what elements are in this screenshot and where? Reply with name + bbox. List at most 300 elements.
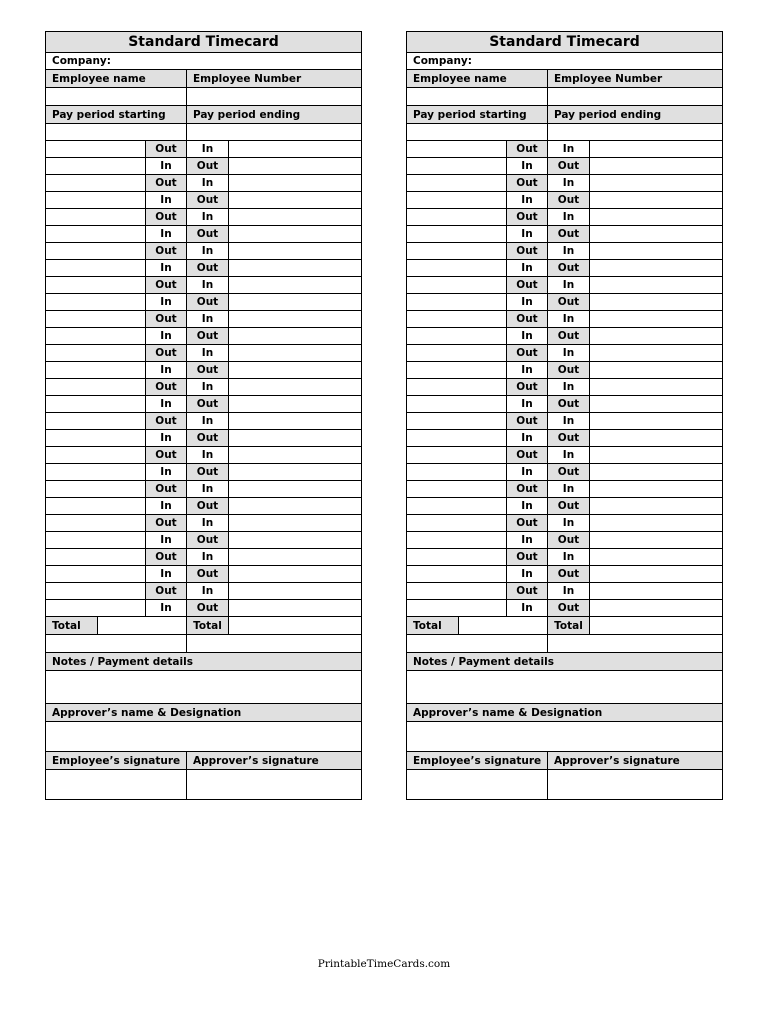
employee-name-field[interactable] <box>46 88 187 105</box>
total-field-right[interactable] <box>590 617 722 634</box>
timecard-right <box>406 31 723 800</box>
total-field-right[interactable] <box>229 617 361 634</box>
hours-field[interactable] <box>590 226 722 242</box>
approver-signature-field[interactable] <box>187 770 361 799</box>
company-row <box>45 53 362 70</box>
punch-label-b: In <box>548 243 590 259</box>
hours-field[interactable] <box>229 413 361 429</box>
date-field[interactable] <box>46 481 146 497</box>
punch-label-b: In <box>187 345 229 361</box>
punch-label-b: Out <box>187 600 229 616</box>
punch-label-a: Out <box>507 447 548 463</box>
approver-field-row <box>45 722 362 752</box>
punch-label-b: In <box>548 277 590 293</box>
date-field[interactable] <box>407 243 507 259</box>
approver-field-row <box>406 722 723 752</box>
time-row <box>45 141 362 158</box>
date-field[interactable] <box>46 413 146 429</box>
signature-header-row <box>45 752 362 770</box>
hours-field[interactable] <box>590 396 722 412</box>
hours-field[interactable] <box>229 226 361 242</box>
time-row <box>45 328 362 345</box>
date-field[interactable] <box>407 294 507 310</box>
hours-field[interactable] <box>229 328 361 344</box>
hours-field[interactable] <box>229 481 361 497</box>
hours-field[interactable] <box>590 260 722 276</box>
time-row <box>406 277 723 294</box>
total-label-right: Total <box>187 617 229 634</box>
punch-label-a: Out <box>507 549 548 565</box>
pay-period-end-label: Pay period ending <box>193 108 301 121</box>
date-field[interactable] <box>46 583 146 599</box>
punch-label-b: Out <box>548 430 590 446</box>
date-field[interactable] <box>46 600 146 616</box>
hours-field[interactable] <box>229 209 361 225</box>
hours-field[interactable] <box>229 311 361 327</box>
punch-label-b: Out <box>187 362 229 378</box>
total-extra-field-right[interactable] <box>548 635 722 652</box>
date-field[interactable] <box>46 515 146 531</box>
employee-number-field[interactable] <box>548 88 722 105</box>
punch-label-a: In <box>146 158 187 174</box>
date-field[interactable] <box>407 158 507 174</box>
hours-field[interactable] <box>229 583 361 599</box>
punch-label-a: Out <box>507 175 548 191</box>
employee-header-row <box>45 70 362 88</box>
pay-period-start-label: Pay period starting <box>407 106 548 123</box>
punch-label-b: Out <box>187 260 229 276</box>
hours-field[interactable] <box>229 379 361 395</box>
hours-field[interactable] <box>590 600 722 616</box>
punch-label-b: Out <box>187 464 229 480</box>
approver-name-label: Approver’s name & Designation <box>413 706 603 719</box>
punch-label-b: Out <box>187 294 229 310</box>
hours-field[interactable] <box>229 566 361 582</box>
date-field[interactable] <box>407 396 507 412</box>
time-row <box>406 566 723 583</box>
time-row <box>406 328 723 345</box>
hours-field[interactable] <box>229 158 361 174</box>
time-row <box>406 345 723 362</box>
time-row <box>45 413 362 430</box>
time-row <box>406 600 723 617</box>
punch-label-a: In <box>507 566 548 582</box>
total-extra-field-right[interactable] <box>187 635 361 652</box>
date-field[interactable] <box>407 345 507 361</box>
hours-field[interactable] <box>229 549 361 565</box>
hours-field[interactable] <box>590 481 722 497</box>
punch-label-b: Out <box>187 396 229 412</box>
date-field[interactable] <box>407 209 507 225</box>
date-field[interactable] <box>46 141 146 157</box>
time-row <box>45 464 362 481</box>
punch-label-a: In <box>507 362 548 378</box>
hours-field[interactable] <box>590 515 722 531</box>
date-field[interactable] <box>46 362 146 378</box>
pay-period-header-row <box>45 106 362 124</box>
date-field[interactable] <box>407 328 507 344</box>
punch-label-a: In <box>507 498 548 514</box>
hours-field[interactable] <box>590 158 722 174</box>
time-row <box>45 226 362 243</box>
date-field[interactable] <box>407 447 507 463</box>
date-field[interactable] <box>46 396 146 412</box>
date-field[interactable] <box>46 430 146 446</box>
hours-field[interactable] <box>229 192 361 208</box>
time-row <box>406 175 723 192</box>
timecard-title-row <box>45 31 362 53</box>
date-field[interactable] <box>407 498 507 514</box>
total-extra-field-left[interactable] <box>46 635 187 652</box>
hours-field[interactable] <box>590 209 722 225</box>
employee-name-label: Employee name <box>46 70 187 87</box>
punch-label-b: Out <box>187 566 229 582</box>
punch-label-a: In <box>507 294 548 310</box>
date-field[interactable] <box>407 362 507 378</box>
punch-label-a: Out <box>146 243 187 259</box>
approver-name-field[interactable] <box>407 722 722 751</box>
hours-field[interactable] <box>229 345 361 361</box>
date-field[interactable] <box>46 328 146 344</box>
company-label: Company: <box>413 55 472 67</box>
notes-header-row <box>406 653 723 671</box>
date-field[interactable] <box>407 600 507 616</box>
date-field[interactable] <box>407 464 507 480</box>
date-field[interactable] <box>46 447 146 463</box>
punch-label-a: In <box>507 464 548 480</box>
date-field[interactable] <box>46 311 146 327</box>
punch-label-a: Out <box>146 175 187 191</box>
date-field[interactable] <box>407 379 507 395</box>
punch-label-a: In <box>507 158 548 174</box>
punch-label-b: In <box>187 481 229 497</box>
date-field[interactable] <box>46 345 146 361</box>
date-field[interactable] <box>46 260 146 276</box>
punch-label-a: Out <box>146 141 187 157</box>
time-row <box>45 260 362 277</box>
punch-label-b: Out <box>548 498 590 514</box>
punch-label-b: Out <box>187 498 229 514</box>
punch-label-b: In <box>548 583 590 599</box>
time-row <box>406 158 723 175</box>
punch-label-a: Out <box>507 141 548 157</box>
employee-signature-field[interactable] <box>407 770 548 799</box>
time-row <box>45 430 362 447</box>
punch-label-b: In <box>187 311 229 327</box>
hours-field[interactable] <box>229 396 361 412</box>
approver-signature-label: Approver’s signature <box>193 754 319 767</box>
employee-signature-label: Employee’s signature <box>407 752 548 769</box>
date-field[interactable] <box>46 158 146 174</box>
time-row <box>406 362 723 379</box>
employee-name-field[interactable] <box>407 88 548 105</box>
date-field[interactable] <box>407 277 507 293</box>
punch-label-b: In <box>548 515 590 531</box>
date-field[interactable] <box>407 583 507 599</box>
approver-header-row <box>45 704 362 722</box>
time-row <box>45 498 362 515</box>
hours-field[interactable] <box>229 243 361 259</box>
employee-value-row <box>406 88 723 106</box>
pay-period-header-row <box>406 106 723 124</box>
punch-label-a: In <box>146 328 187 344</box>
total-field-left[interactable] <box>98 617 187 634</box>
punch-label-b: Out <box>187 192 229 208</box>
hours-field[interactable] <box>590 277 722 293</box>
punch-label-a: Out <box>146 379 187 395</box>
time-row <box>406 209 723 226</box>
date-field[interactable] <box>407 430 507 446</box>
hours-field[interactable] <box>590 175 722 191</box>
punch-label-a: Out <box>146 413 187 429</box>
hours-field[interactable] <box>590 549 722 565</box>
date-field[interactable] <box>46 192 146 208</box>
punch-label-a: In <box>507 328 548 344</box>
employee-number-label: Employee Number <box>554 72 663 85</box>
timecard-title-row <box>406 31 723 53</box>
time-row <box>45 481 362 498</box>
punch-label-a: Out <box>507 583 548 599</box>
punch-label-a: Out <box>146 481 187 497</box>
hours-field[interactable] <box>590 141 722 157</box>
notes-field-row <box>45 671 362 704</box>
date-field[interactable] <box>46 294 146 310</box>
employee-header-row <box>406 70 723 88</box>
hours-field[interactable] <box>590 498 722 514</box>
total-label-left: Total <box>407 617 459 634</box>
date-field[interactable] <box>46 209 146 225</box>
punch-label-b: Out <box>187 158 229 174</box>
hours-field[interactable] <box>229 175 361 191</box>
punch-label-b: In <box>187 413 229 429</box>
date-field[interactable] <box>46 464 146 480</box>
approver-signature-field[interactable] <box>548 770 722 799</box>
punch-label-a: In <box>146 396 187 412</box>
hours-field[interactable] <box>229 515 361 531</box>
hours-field[interactable] <box>229 532 361 548</box>
punch-label-a: In <box>146 600 187 616</box>
date-field[interactable] <box>46 226 146 242</box>
employee-signature-field[interactable] <box>46 770 187 799</box>
date-field[interactable] <box>407 515 507 531</box>
punch-label-b: Out <box>548 192 590 208</box>
date-field[interactable] <box>407 549 507 565</box>
time-row <box>406 226 723 243</box>
punch-label-b: In <box>187 379 229 395</box>
notes-field[interactable] <box>407 671 722 703</box>
pay-period-end-field[interactable] <box>548 124 722 140</box>
hours-field[interactable] <box>229 447 361 463</box>
date-field[interactable] <box>46 175 146 191</box>
punch-label-a: Out <box>146 277 187 293</box>
hours-field[interactable] <box>590 464 722 480</box>
hours-field[interactable] <box>590 583 722 599</box>
time-row <box>45 515 362 532</box>
punch-label-b: Out <box>548 260 590 276</box>
pay-period-start-field[interactable] <box>407 124 548 140</box>
time-row <box>45 175 362 192</box>
punch-label-a: In <box>146 566 187 582</box>
punch-label-b: In <box>187 209 229 225</box>
employee-signature-label: Employee’s signature <box>46 752 187 769</box>
punch-label-a: Out <box>507 481 548 497</box>
hours-field[interactable] <box>590 345 722 361</box>
hours-field[interactable] <box>590 243 722 259</box>
hours-field[interactable] <box>590 379 722 395</box>
date-field[interactable] <box>46 566 146 582</box>
punch-label-a: In <box>507 600 548 616</box>
time-row <box>406 243 723 260</box>
time-row <box>406 549 723 566</box>
approver-name-label: Approver’s name & Designation <box>52 706 242 719</box>
hours-field[interactable] <box>229 464 361 480</box>
time-row <box>45 549 362 566</box>
date-field[interactable] <box>407 532 507 548</box>
punch-label-b: In <box>548 141 590 157</box>
date-field[interactable] <box>407 175 507 191</box>
pay-period-start-field[interactable] <box>46 124 187 140</box>
date-field[interactable] <box>407 413 507 429</box>
date-field[interactable] <box>46 498 146 514</box>
time-row <box>406 192 723 209</box>
date-field[interactable] <box>407 311 507 327</box>
date-field[interactable] <box>407 481 507 497</box>
punch-label-b: In <box>548 549 590 565</box>
hours-field[interactable] <box>590 362 722 378</box>
hours-field[interactable] <box>229 600 361 616</box>
time-row <box>406 294 723 311</box>
total-label-right: Total <box>548 617 590 634</box>
punch-label-b: In <box>548 175 590 191</box>
date-field[interactable] <box>46 549 146 565</box>
punch-label-a: In <box>146 294 187 310</box>
punch-label-b: In <box>187 583 229 599</box>
total-field-left[interactable] <box>459 617 548 634</box>
punch-label-b: In <box>548 447 590 463</box>
hours-field[interactable] <box>590 532 722 548</box>
time-row <box>45 277 362 294</box>
hours-field[interactable] <box>590 447 722 463</box>
punch-label-b: In <box>187 549 229 565</box>
notes-label: Notes / Payment details <box>52 655 193 668</box>
signature-field-row <box>406 770 723 800</box>
hours-field[interactable] <box>229 141 361 157</box>
date-field[interactable] <box>407 226 507 242</box>
hours-field[interactable] <box>590 328 722 344</box>
date-field[interactable] <box>407 192 507 208</box>
punch-label-a: Out <box>146 209 187 225</box>
signature-header-row <box>406 752 723 770</box>
punch-label-a: In <box>146 532 187 548</box>
punch-label-a: Out <box>507 515 548 531</box>
punch-label-a: In <box>507 430 548 446</box>
punch-label-a: In <box>146 362 187 378</box>
punch-label-a: In <box>146 260 187 276</box>
total-extra-row <box>45 635 362 653</box>
date-field[interactable] <box>46 277 146 293</box>
punch-label-a: In <box>146 430 187 446</box>
punch-label-b: Out <box>187 328 229 344</box>
punch-label-b: Out <box>548 396 590 412</box>
punch-label-b: In <box>187 447 229 463</box>
time-row <box>45 583 362 600</box>
punch-label-b: Out <box>548 158 590 174</box>
time-row <box>406 141 723 158</box>
hours-field[interactable] <box>590 413 722 429</box>
time-row <box>406 464 723 481</box>
punch-label-b: Out <box>187 532 229 548</box>
hours-field[interactable] <box>229 498 361 514</box>
date-field[interactable] <box>407 260 507 276</box>
time-row <box>45 345 362 362</box>
time-row <box>406 498 723 515</box>
hours-field[interactable] <box>229 362 361 378</box>
hours-field[interactable] <box>229 430 361 446</box>
hours-field[interactable] <box>590 311 722 327</box>
total-extra-field-left[interactable] <box>407 635 548 652</box>
punch-label-a: In <box>507 260 548 276</box>
hours-field[interactable] <box>229 294 361 310</box>
hours-field[interactable] <box>590 294 722 310</box>
pay-period-start-label: Pay period starting <box>46 106 187 123</box>
approver-name-field[interactable] <box>46 722 361 751</box>
pay-period-value-row <box>406 124 723 141</box>
punch-label-b: In <box>548 481 590 497</box>
timecard-left <box>45 31 362 800</box>
pay-period-end-label: Pay period ending <box>554 108 662 121</box>
notes-field[interactable] <box>46 671 361 703</box>
date-field[interactable] <box>46 532 146 548</box>
time-row <box>406 396 723 413</box>
date-field[interactable] <box>46 243 146 259</box>
punch-label-a: Out <box>507 345 548 361</box>
punch-label-b: In <box>548 209 590 225</box>
time-row <box>45 379 362 396</box>
timecard-title: Standard Timecard <box>128 34 279 50</box>
time-row <box>45 447 362 464</box>
date-field[interactable] <box>407 141 507 157</box>
company-label: Company: <box>52 55 111 67</box>
time-row <box>406 413 723 430</box>
hours-field[interactable] <box>229 277 361 293</box>
hours-field[interactable] <box>590 566 722 582</box>
total-row <box>45 617 362 635</box>
punch-label-b: Out <box>548 362 590 378</box>
punch-label-b: In <box>187 175 229 191</box>
punch-label-a: Out <box>146 549 187 565</box>
punch-label-a: In <box>507 226 548 242</box>
hours-field[interactable] <box>229 260 361 276</box>
hours-field[interactable] <box>590 192 722 208</box>
punch-label-b: Out <box>548 600 590 616</box>
notes-header-row <box>45 653 362 671</box>
employee-name-label: Employee name <box>407 70 548 87</box>
punch-label-a: Out <box>507 311 548 327</box>
pay-period-end-field[interactable] <box>187 124 361 140</box>
approver-header-row <box>406 704 723 722</box>
date-field[interactable] <box>46 379 146 395</box>
pay-period-value-row <box>45 124 362 141</box>
time-row <box>45 600 362 617</box>
notes-label: Notes / Payment details <box>413 655 554 668</box>
punch-label-b: In <box>187 277 229 293</box>
date-field[interactable] <box>407 566 507 582</box>
employee-value-row <box>45 88 362 106</box>
hours-field[interactable] <box>590 430 722 446</box>
time-row <box>45 362 362 379</box>
employee-number-field[interactable] <box>187 88 361 105</box>
time-row <box>406 532 723 549</box>
